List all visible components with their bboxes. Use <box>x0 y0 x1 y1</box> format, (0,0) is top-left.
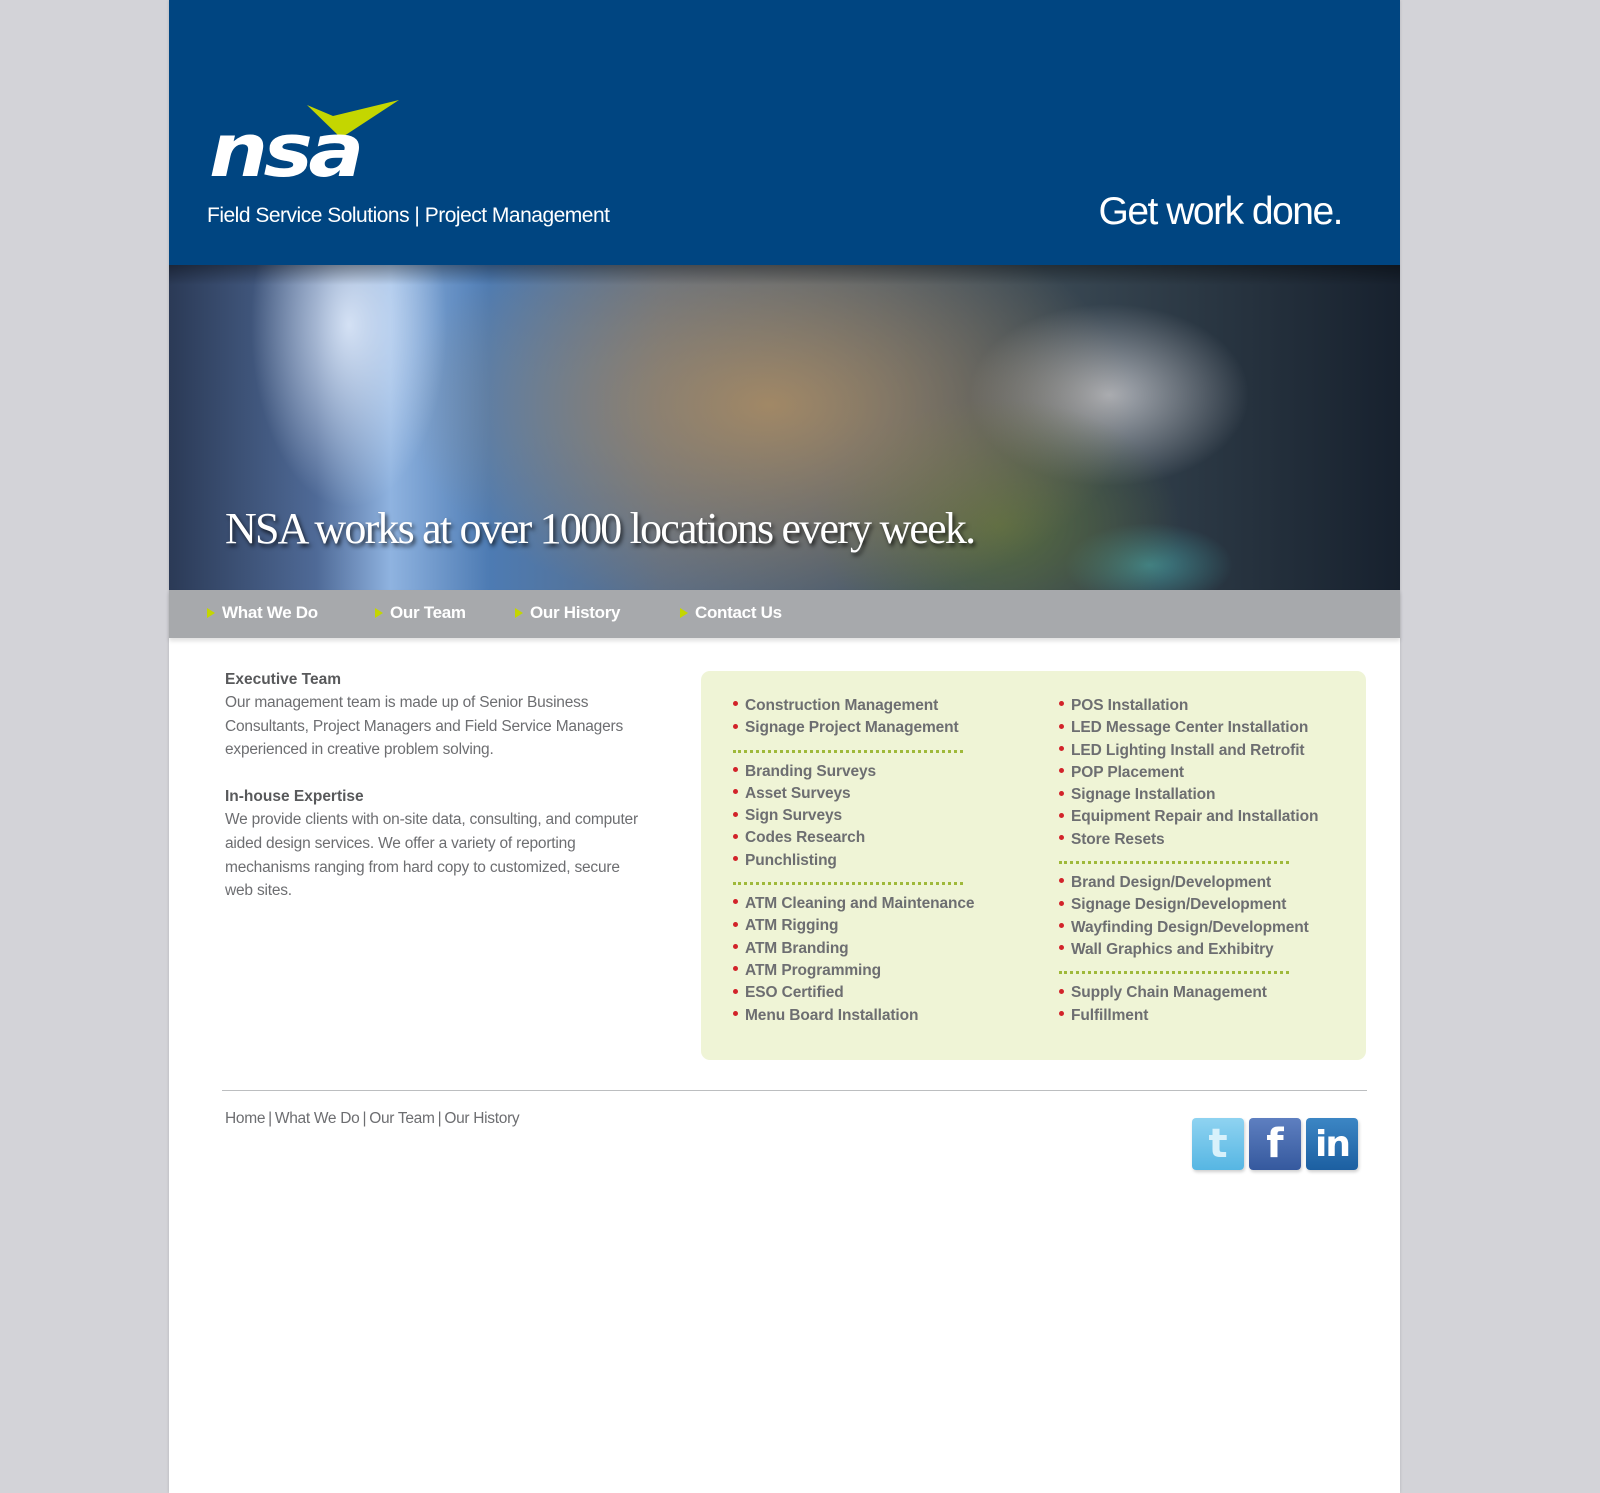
section-title: Executive Team <box>225 671 342 688</box>
separator: | <box>268 1110 272 1127</box>
service-item: ATM Branding <box>733 938 974 960</box>
dotted-divider <box>733 750 963 753</box>
footer-nav <box>225 1110 519 1128</box>
service-item: LED Message Center Installation <box>1059 717 1318 739</box>
triangle-right-icon <box>515 608 523 618</box>
service-item: Fulfillment <box>1059 1005 1318 1027</box>
nav-item-our-team[interactable] <box>375 603 466 623</box>
nav-item-our-history[interactable] <box>515 603 620 623</box>
services-column-right <box>1059 695 1318 1027</box>
page-container <box>169 0 1400 1493</box>
service-item: Brand Design/Development <box>1059 872 1318 894</box>
section-body: Our management team is made up of Senior Business Consultants, Project Managers and Field Service Managers experienced in creative problem solving. <box>225 694 624 759</box>
about-column <box>225 668 645 903</box>
service-item: Menu Board Installation <box>733 1005 974 1027</box>
twitter-button[interactable] <box>1192 1118 1244 1170</box>
dotted-divider <box>1059 971 1289 974</box>
footer-link-what-we-do[interactable]: What We Do <box>274 1110 360 1127</box>
hero-banner-earth-image <box>169 265 1400 590</box>
hero-top-shadow <box>169 265 1400 285</box>
nsa-logo[interactable] <box>209 100 399 195</box>
nav-item-contact-us[interactable] <box>680 603 782 623</box>
service-item: Wayfinding Design/Development <box>1059 917 1318 939</box>
nav-item-label: Our History <box>530 603 621 622</box>
service-item: Signage Installation <box>1059 784 1318 806</box>
facebook-icon: f <box>1266 1121 1284 1167</box>
linkedin-button[interactable] <box>1306 1118 1358 1170</box>
service-item: Construction Management <box>733 695 974 717</box>
tagline: Field Service Solutions | Project Management <box>207 204 610 227</box>
service-item: POS Installation <box>1059 695 1318 717</box>
service-item: Punchlisting <box>733 850 974 872</box>
service-item: POP Placement <box>1059 762 1318 784</box>
triangle-right-icon <box>680 608 688 618</box>
service-item: Signage Project Management <box>733 717 974 739</box>
service-item: LED Lighting Install and Retrofit <box>1059 740 1318 762</box>
section-body: We provide clients with on-site data, consulting, and computer aided design services. We offer a variety of reporting mechanisms ranging from hard copy to customized, secure web sites. <box>225 811 638 900</box>
service-item: Wall Graphics and Exhibitry <box>1059 939 1318 961</box>
dotted-divider <box>1059 861 1289 864</box>
social-links <box>1192 1118 1358 1170</box>
service-item: Asset Surveys <box>733 783 974 805</box>
service-item: Codes Research <box>733 827 974 849</box>
nav-item-what-we-do[interactable] <box>207 603 318 623</box>
site-header <box>169 0 1400 265</box>
service-item: Store Resets <box>1059 829 1318 851</box>
facebook-button[interactable] <box>1249 1118 1301 1170</box>
footer-link-our-team[interactable]: Our Team <box>369 1110 435 1127</box>
logo-wordmark: nsa <box>209 108 360 194</box>
services-column-left <box>733 695 974 1027</box>
section-title: In-house Expertise <box>225 788 364 806</box>
separator: | <box>362 1110 367 1127</box>
footer-link-home[interactable]: Home <box>225 1110 266 1127</box>
service-item: Supply Chain Management <box>1059 982 1318 1004</box>
linkedin-icon: in <box>1315 1123 1349 1165</box>
in-house-expertise-section <box>225 785 645 903</box>
service-item: Signage Design/Development <box>1059 894 1318 916</box>
nav-item-label: What We Do <box>222 603 318 622</box>
hero-caption: NSA works at over 1000 locations every week. <box>225 504 975 553</box>
service-item: ESO Certified <box>733 982 974 1004</box>
separator: | <box>437 1110 442 1127</box>
triangle-right-icon <box>207 608 215 618</box>
executive-team-section <box>225 668 645 762</box>
nav-item-label: Our Team <box>390 603 466 622</box>
services-panel <box>701 671 1366 1060</box>
service-item: Equipment Repair and Installation <box>1059 806 1318 828</box>
service-item: Branding Surveys <box>733 761 974 783</box>
footer-divider <box>222 1090 1367 1091</box>
twitter-icon: t <box>1208 1121 1228 1167</box>
nav-item-label: Contact Us <box>695 603 782 622</box>
service-item: ATM Programming <box>733 960 974 982</box>
slogan: Get work done. <box>1098 190 1342 233</box>
service-item: ATM Cleaning and Maintenance <box>733 893 974 915</box>
service-item: ATM Rigging <box>733 915 974 937</box>
main-nav <box>169 590 1400 638</box>
footer-link-our-history[interactable]: Our History <box>444 1110 520 1127</box>
dotted-divider <box>733 882 963 885</box>
triangle-right-icon <box>375 608 383 618</box>
service-item: Sign Surveys <box>733 805 974 827</box>
